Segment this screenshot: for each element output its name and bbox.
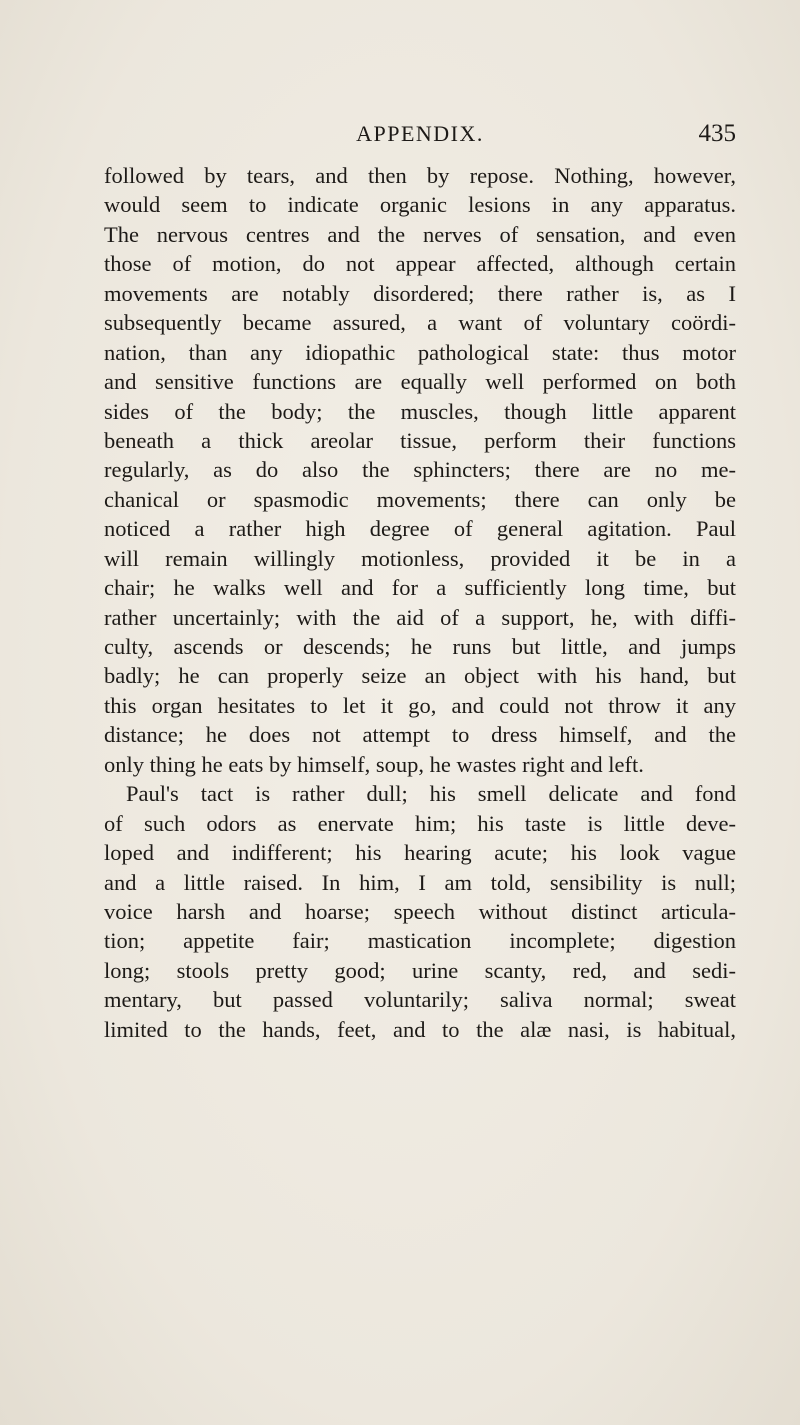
text-line: beneath a thick areolar tissue, perform their functions: [104, 427, 736, 453]
text-line: rather uncertainly; with the aid of a support, he, with diffi-: [104, 604, 736, 630]
paragraph-start-line: Paul's tact is rather dull; his smell delicate and fond: [126, 781, 736, 807]
text-line: loped and indifferent; his hearing acute; his look vague: [104, 840, 736, 866]
text-line: The nervous centres and the nerves of sensation, and even: [104, 221, 736, 247]
text-line: chair; he walks well and for a sufficiently long time, but: [104, 575, 736, 601]
text-line: will remain willingly motionless, provided it be in a: [104, 545, 736, 571]
text-line: tion; appetite fair; mastication incomplete; digestion: [104, 928, 736, 954]
text-line: chanical or spasmodic movements; there can only be: [104, 486, 736, 512]
text-line: those of motion, do not appear affected, although certain: [104, 251, 736, 277]
text-line: sides of the body; the muscles, though little apparent: [104, 398, 736, 424]
text-line: badly; he can properly seize an object with his hand, but: [104, 663, 736, 689]
text-line: and sensitive functions are equally well performed on both: [104, 369, 736, 395]
text-line: noticed a rather high degree of general agitation. Paul: [104, 516, 736, 542]
text-line: followed by tears, and then by repose. Nothing, however,: [104, 163, 736, 188]
text-line: mentary, but passed voluntarily; saliva normal; sweat: [104, 987, 736, 1013]
body-text: [104, 161, 736, 1044]
text-line: long; stools pretty good; urine scanty, red, and sedi-: [104, 957, 736, 983]
text-line: culty, ascends or descends; he runs but little, and jumps: [104, 634, 736, 659]
text-line: movements are notably disordered; there rather is, as I: [104, 280, 736, 306]
text-line: voice harsh and hoarse; speech without distinct articula-: [104, 898, 736, 924]
running-header: [104, 117, 736, 151]
text-line: would seem to indicate organic lesions in any apparatus.: [104, 192, 736, 218]
text-line: and a little raised. In him, I am told, sensibility is null;: [104, 869, 736, 895]
page-number: 435: [698, 120, 736, 147]
text-line: only thing he eats by himself, soup, he wastes right and left.: [104, 751, 644, 777]
text-line: this organ hesitates to let it go, and could not throw it any: [104, 692, 736, 718]
text-line: regularly, as do also the sphincters; there are no me-: [104, 457, 736, 483]
running-title: APPENDIX.: [356, 121, 484, 146]
text-line: distance; he does not attempt to dress himself, and the: [104, 722, 736, 748]
text-line: subsequently became assured, a want of voluntary coördi-: [104, 310, 736, 336]
text-line: of such odors as enervate him; his taste is little deve-: [104, 810, 736, 836]
text-line: limited to the hands, feet, and to the alæ nasi, is habitual,: [104, 1016, 736, 1042]
text-line: nation, than any idiopathic pathological state: thus motor: [104, 339, 736, 365]
